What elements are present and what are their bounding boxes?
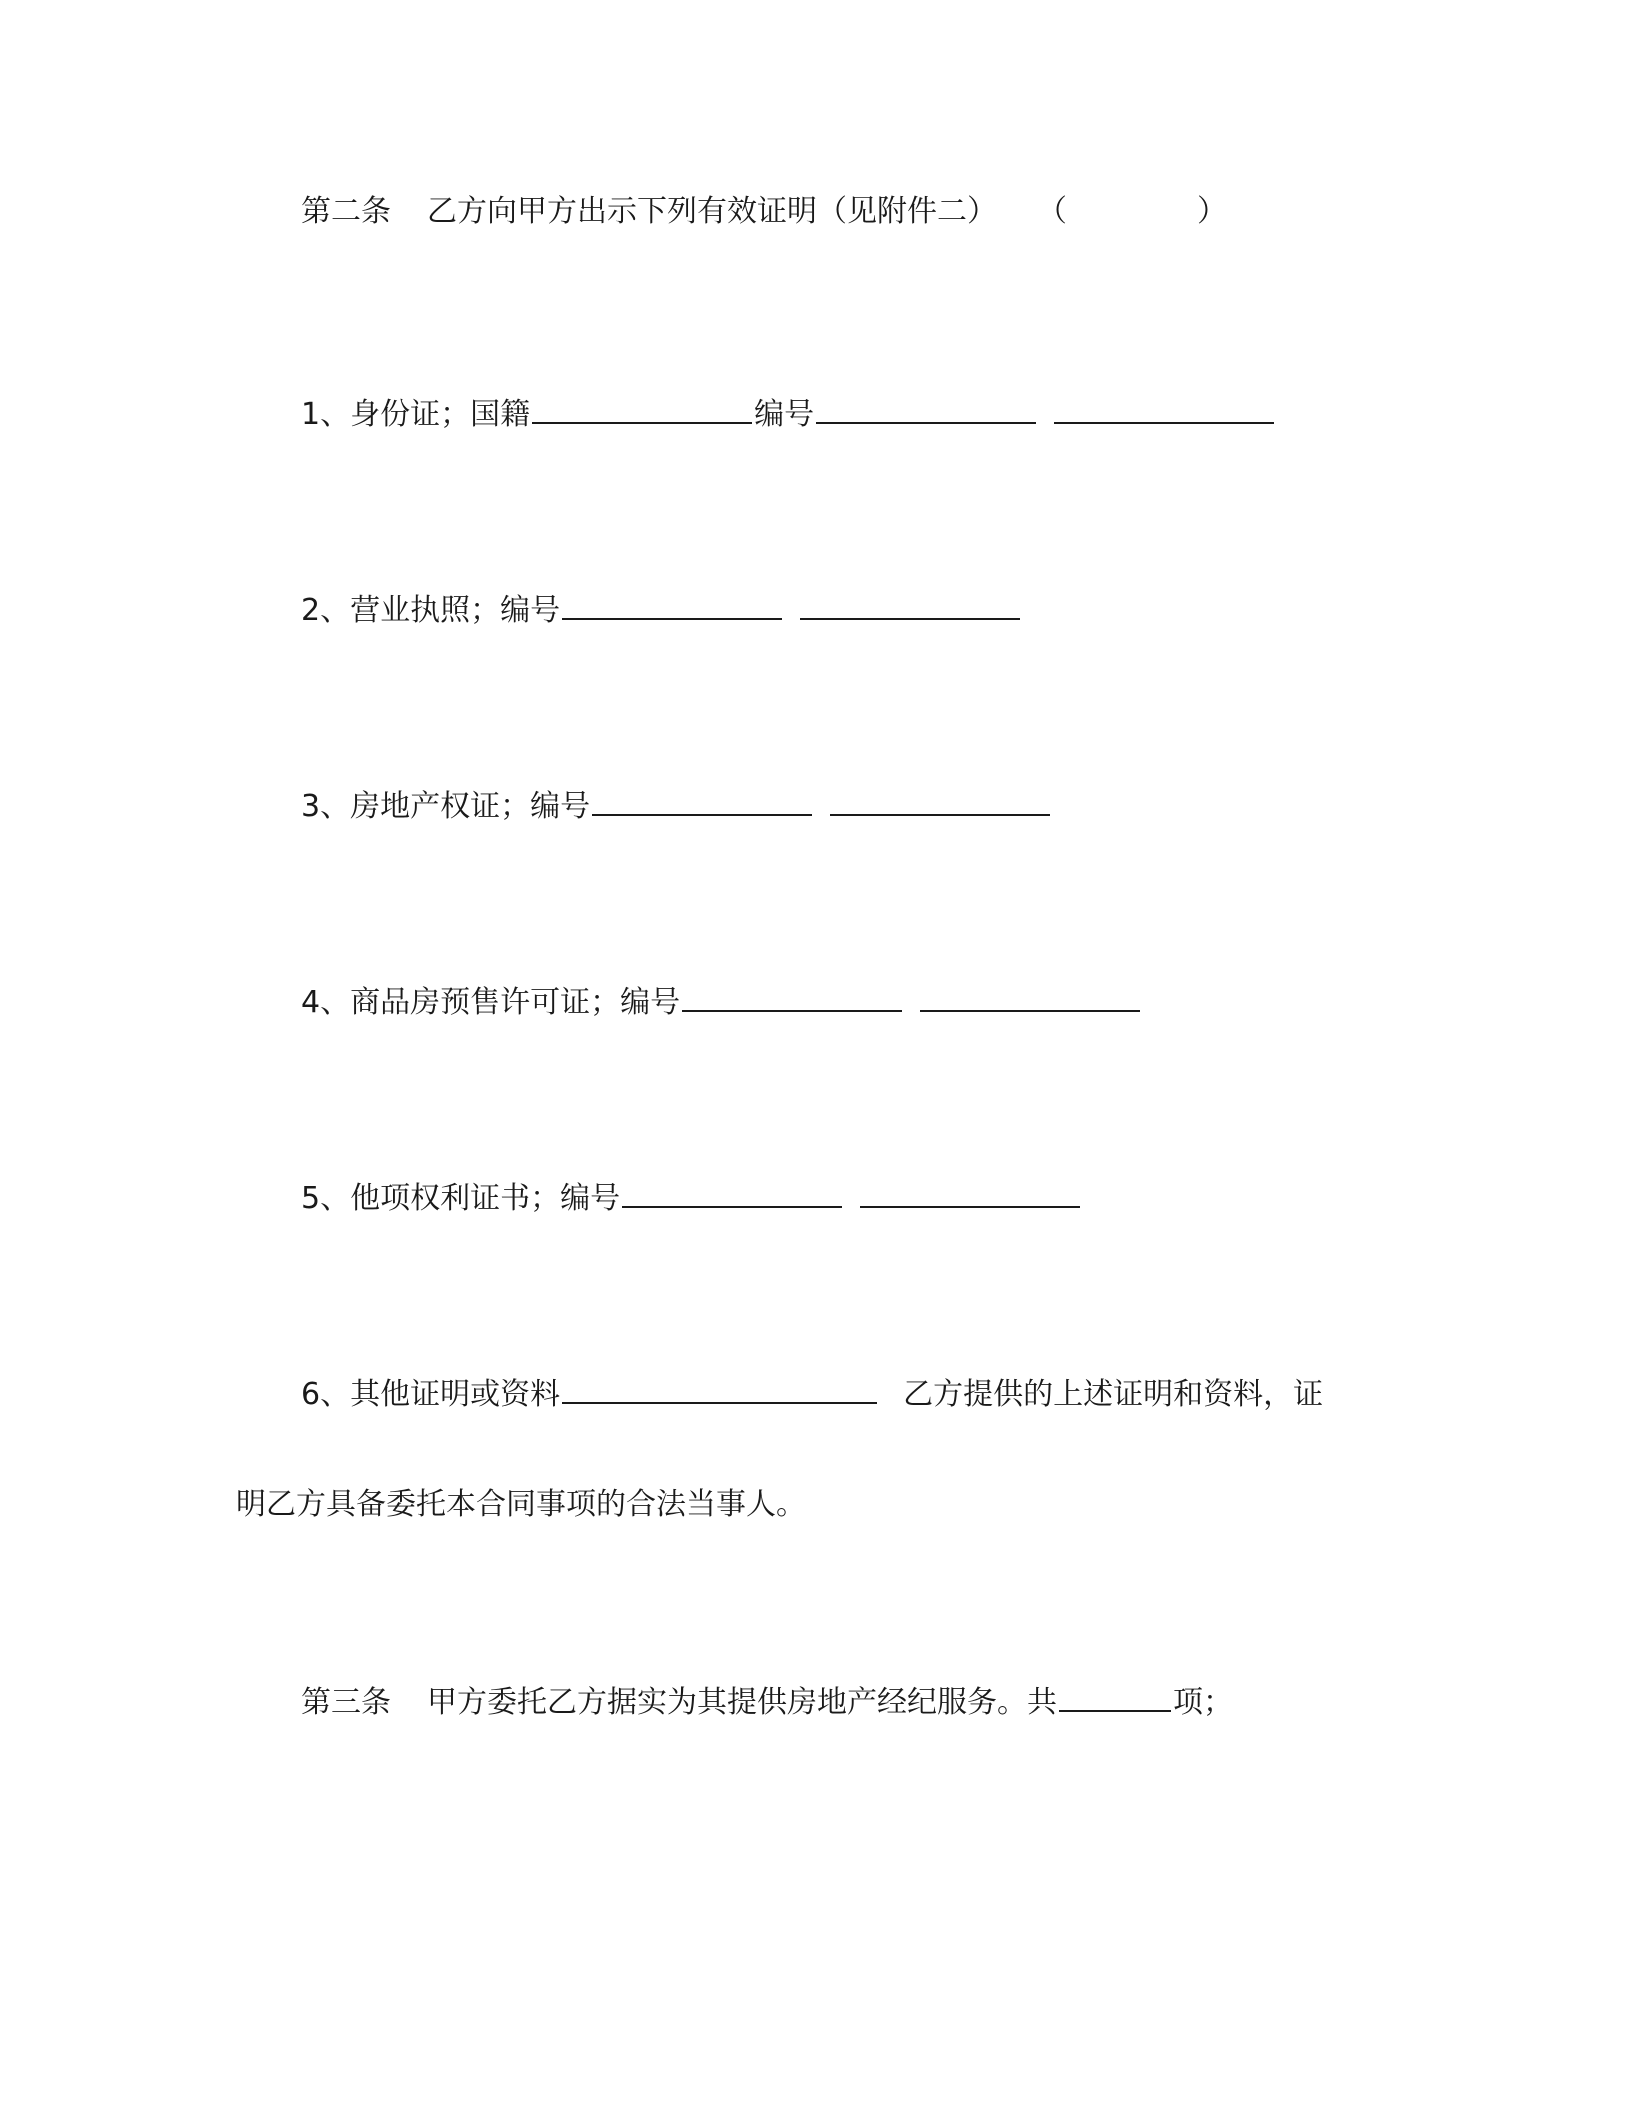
article-2-line <box>301 192 1227 232</box>
property-cert-number-field[interactable] <box>592 784 812 816</box>
license-number-field[interactable] <box>562 588 782 620</box>
presale-permit-number-field-2[interactable] <box>920 980 1140 1012</box>
service-count-field[interactable] <box>1059 1680 1171 1712</box>
article-2-heading: 第二条 <box>301 194 391 229</box>
other-rights-cert-number-field[interactable] <box>622 1176 842 1208</box>
continuation-line <box>236 1485 806 1525</box>
item-4-line <box>301 980 1142 1023</box>
nationality-field[interactable] <box>532 392 752 424</box>
continuation-text: 明乙方具备委托本合同事项的合法当事人。 <box>236 1487 806 1522</box>
other-materials-field[interactable] <box>562 1372 877 1404</box>
article-3-suffix: 项； <box>1173 1685 1233 1720</box>
id-number-field[interactable] <box>816 392 1036 424</box>
item-1-label2: 编号 <box>754 397 815 432</box>
property-cert-number-field-2[interactable] <box>830 784 1050 816</box>
item-6-trailing: 乙方提供的上述证明和资料，证 <box>903 1377 1324 1412</box>
presale-permit-number-field[interactable] <box>682 980 902 1012</box>
paren-close: ） <box>1197 194 1227 229</box>
license-number-field-2[interactable] <box>800 588 1020 620</box>
article-2-text: 乙方向甲方出示下列有效证明（见附件二） <box>427 194 997 229</box>
item-2-label: 2、营业执照；编号 <box>301 593 561 628</box>
item-6-line <box>301 1372 1323 1415</box>
item-1-line <box>301 392 1276 435</box>
article-3-line <box>301 1680 1233 1723</box>
item-4-label: 4、商品房预售许可证；编号 <box>301 985 681 1020</box>
item-3-label: 3、房地产权证；编号 <box>301 789 591 824</box>
paren-open: （ <box>1037 194 1067 229</box>
article-3-text: 甲方委托乙方据实为其提供房地产经纪服务。共 <box>427 1685 1057 1720</box>
id-number-field-2[interactable] <box>1054 392 1274 424</box>
item-2-line <box>301 588 1022 631</box>
item-3-line <box>301 784 1052 827</box>
other-rights-cert-number-field-2[interactable] <box>860 1176 1080 1208</box>
item-5-label: 5、他项权利证书；编号 <box>301 1181 621 1216</box>
item-5-line <box>301 1176 1082 1219</box>
item-1-label: 1、身份证；国籍 <box>301 397 531 432</box>
item-6-label: 6、其他证明或资料 <box>301 1377 561 1412</box>
article-3-heading: 第三条 <box>301 1685 391 1720</box>
